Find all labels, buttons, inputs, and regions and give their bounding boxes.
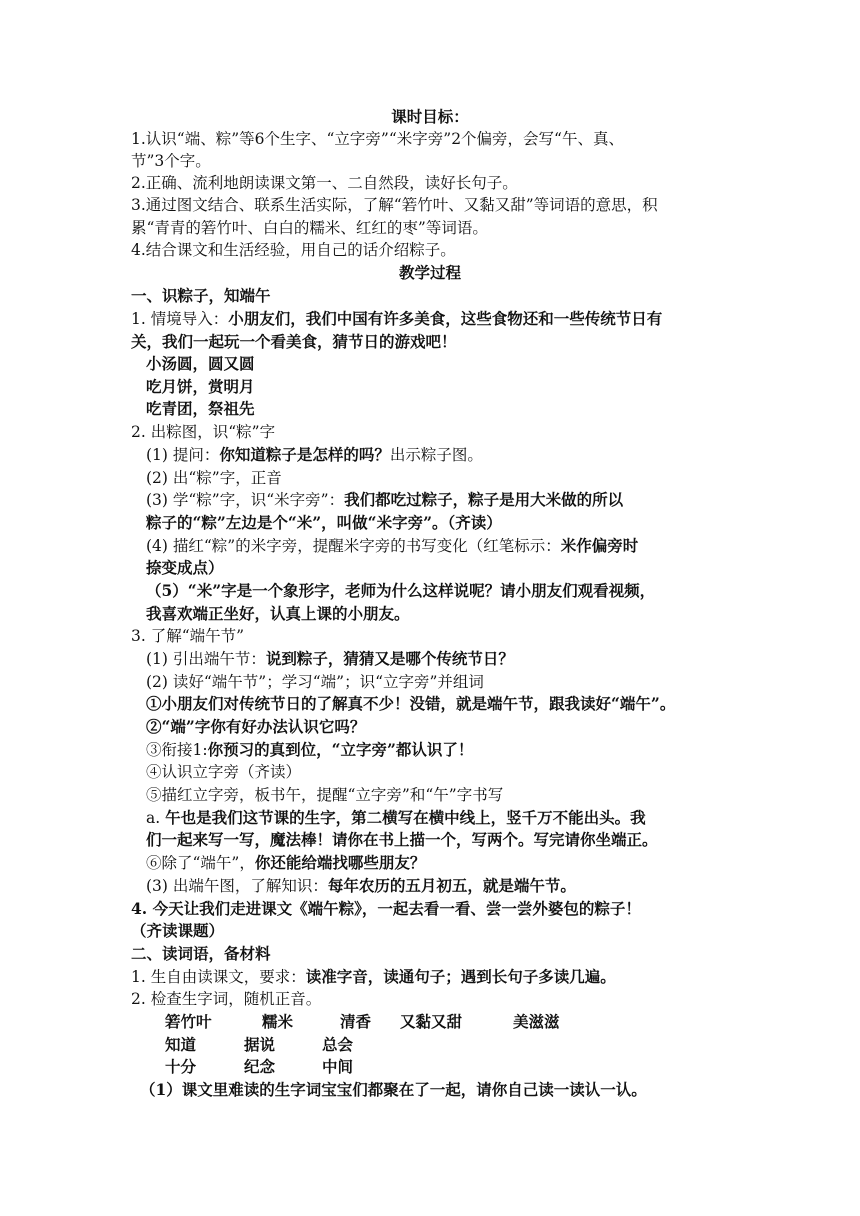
rhyme-line-3: 吃青团，祭祖先 [146,399,255,418]
step-2-1-label: (1) 提问： [146,446,220,464]
vocab-word: 清香 [340,1012,372,1031]
step-3-1 [146,648,514,670]
step-1-line-2: 关，我们一起玩一个看美食，猜节日的游戏吧！ [131,332,457,351]
step-2-2: (2) 出“粽”字，正音 [146,469,282,487]
section-2-heading: 二、读词语，备材料 [131,944,271,963]
step-3-2-note-line-1 [146,807,646,829]
step-3-2: (2) 读好“端午节”；学习“端”；识“立字旁”并组词 [146,673,484,691]
step-3-heading: 3. 了解“端午节” [131,627,245,645]
step-3-2-item-3 [146,739,473,761]
step-3-2-item-5: ⑤描红立字旁，板书午，提醒“立字旁”和“午”字书写 [146,786,504,804]
note-text: 午也是我们这节课的生字，第二横写在横中线上，竖千万不能出头。我 [165,808,646,827]
step-3-2-item-3-label: ③衔接1: [146,741,208,759]
step-2-1-question: 你知道粽子是怎样的吗？ [219,445,390,464]
read-step-1-label: 1. 生自由读课文，要求： [131,968,306,986]
step-4-line-2: （齐读课题） [131,921,225,940]
step-3-2-item-6 [146,852,425,874]
step-2-5-line-1: （5）“米”字是一个象形字，老师为什么这样说呢？请小朋友们观看视频， [146,581,656,600]
step-3-2-item-1: ①小朋友们对传统节日的了解真不少！没错，就是端午节，跟我读好“端午”。 [146,694,676,713]
step-3-3 [146,875,576,897]
read-step-2: 2. 检查生字词，随机正音。 [131,990,322,1008]
vocab-word: 据说 [244,1035,276,1054]
step-3-2-note-line-2: 们一起来写一写，魔法棒！请你在书上描一个，写两个。写完请你坐端正。 [146,830,658,849]
step-4-line-1: 4. 今天让我们走进课文《端午粽》，一起去看一看、尝一尝外婆包的粽子！ [131,899,641,918]
step-3-1-label: (1) 引出端午节： [146,650,266,668]
step-2-heading: 2. 出粽图，识“粽”字 [131,423,276,441]
objective-line-6: 4.结合课文和生活经验，用自己的话介绍粽子。 [131,241,456,259]
vocab-word: 糯米 [262,1012,294,1031]
step-3-1-text: 说到粽子，猜猜又是哪个传统节日？ [265,649,514,668]
vocab-word: 箬竹叶 [165,1012,212,1031]
step-1-label: 1. 情境导入： [131,310,229,328]
step-2-4-line-1 [146,535,638,557]
step-2-3-label: (3) 学“粽”字，识“米字旁”： [146,491,345,509]
vocab-word: 知道 [165,1035,197,1054]
step-2-3-line-2: 粽子的“粽”左边是个“米”，叫做“米字旁”。（齐读） [146,513,502,532]
process-title: 教学过程 [398,263,461,282]
step-2-1-note: 出示粽子图。 [389,446,483,464]
read-step-2-1: （1）课文里难读的生字词宝宝们都聚在了一起，请你自己读一读认一认。 [140,1080,647,1099]
step-3-3-label: (3) 出端午图，了解知识： [146,877,328,895]
step-2-3-text: 我们都吃过粽子，粽子是用大米做的所以 [344,490,624,509]
vocab-word: 美滋滋 [513,1012,560,1031]
step-2-5-line-2: 我喜欢端正坐好，认真上课的小朋友。 [146,604,410,623]
rhyme-line-1: 小汤圆，圆又圆 [146,354,255,373]
objective-line-2: 节”3个字。 [131,152,211,170]
vocab-word: 十分 [165,1057,197,1076]
step-2-4-label: (4) 描红“粽”的米字旁，提醒米字旁的书写变化（红笔标示： [146,537,561,555]
step-3-3-text: 每年农历的五月初五，就是端午节。 [327,876,576,895]
vocab-word: 纪念 [244,1057,276,1076]
step-2-4-emph: 米作偏旁时 [560,536,639,555]
step-3-2-item-6-label: ⑥除了“端午”， [146,854,255,872]
step-1-line-1 [131,308,662,330]
step-3-2-item-4: ④认识立字旁（齐读） [146,763,302,781]
step-3-2-item-2: ②“端”字你有好办法认识它吗？ [146,717,366,736]
vocab-word: 总会 [322,1035,354,1054]
step-3-2-item-3-text: 你预习的真到位，“立字旁”都认识了！ [207,740,474,759]
read-step-1 [131,966,616,988]
vocab-word: 又黏又甜 [400,1012,463,1031]
step-3-2-item-6-text: 你还能给端找哪些朋友？ [254,853,426,872]
objective-line-4: 3.通过图文结合、联系生活实际，了解“箬竹叶、又黏又甜”等词语的意思，积 [131,196,658,214]
objective-line-5: 累“青青的箬竹叶、白白的糯米、红红的枣”等词语。 [131,219,488,237]
step-2-3-line-1 [146,489,623,511]
read-step-1-text: 读准字音，读通句子；遇到长句子多读几遍。 [305,967,616,986]
step-2-1 [146,444,483,466]
step-1-text: 小朋友们，我们中国有许多美食，这些食物还和一些传统节日有 [228,309,663,328]
objective-line-3: 2.正确、流利地朗读课文第一、二自然段，读好长句子。 [131,174,518,192]
note-marker: a. [146,809,166,827]
objective-line-1: 1.认识“端、粽”等6个生字、“立字旁”“米字旁”2个偏旁，会写“午、真、 [131,130,624,148]
step-2-4-line-2: 捺变成点） [146,558,224,577]
section-1-heading: 一、识粽子，知端午 [131,286,271,305]
rhyme-line-2: 吃月饼，赏明月 [146,377,255,396]
vocab-word: 中间 [322,1057,354,1076]
objectives-title: 课时目标： [391,107,469,126]
